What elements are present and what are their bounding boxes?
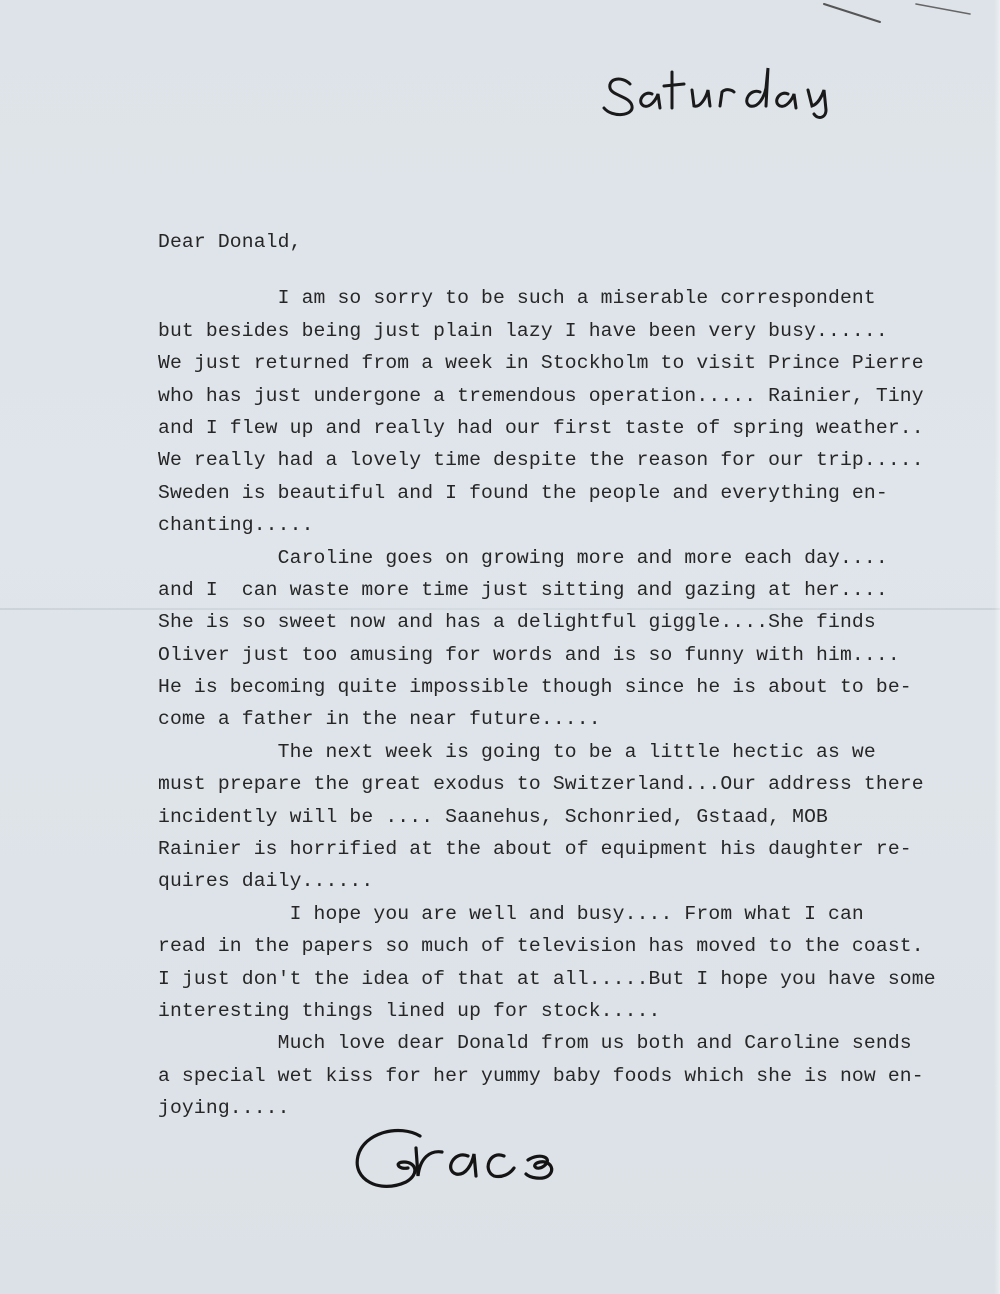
letter-line: We really had a lovely time despite the reason for our trip..... (158, 449, 924, 472)
letter-line: Much love dear Donald from us both and Caroline sends (158, 1032, 912, 1055)
letter-line: but besides being just plain lazy I have been very busy...... (158, 319, 888, 342)
letter-line: come a father in the near future..... (158, 708, 601, 731)
handwritten-signature (350, 1118, 610, 1208)
corner-pencil-mark (820, 0, 1000, 30)
letter-line: Rainier is horrified at the about of equipment his daughter re- (158, 838, 912, 861)
letter-line: must prepare the great exodus to Switzerland...Our address there (158, 773, 924, 796)
letter-line: incidently will be .... Saanehus, Schonried, Gstaad, MOB (158, 805, 829, 828)
letter-line: Caroline goes on growing more and more each day.... (158, 546, 888, 569)
letter-line: The next week is going to be a little hectic as we (158, 740, 876, 763)
salutation: Dear Donald, (158, 231, 302, 253)
letter-line: interesting things lined up for stock..... (158, 999, 661, 1022)
salutation-spacer (158, 258, 978, 282)
letter-line: I just don't the idea of that at all.....But I hope you have some (158, 967, 936, 990)
letter-line: He is becoming quite impossible though since he is about to be- (158, 676, 912, 699)
letter-line: chanting..... (158, 514, 314, 537)
letter-line: quires daily...... (158, 870, 374, 893)
letter-line: and I flew up and really had our first taste of spring weather.. (158, 416, 924, 439)
letter-line: a special wet kiss for her yummy baby foods which she is now en- (158, 1064, 924, 1087)
letter-line: She is so sweet now and has a delightful giggle....She finds (158, 611, 876, 634)
letter-line: Sweden is beautiful and I found the people and everything en- (158, 481, 888, 504)
paper-edge (994, 0, 1000, 1294)
letter-line: read in the papers so much of television has moved to the coast. (158, 935, 924, 958)
letter-line: Oliver just too amusing for words and is so funny with him.... (158, 643, 900, 666)
handwritten-date (600, 62, 890, 122)
letter-line: We just returned from a week in Stockholm to visit Prince Pierre (158, 352, 924, 375)
typed-letter-body (158, 226, 978, 1125)
letter-line: and I can waste more time just sitting and gazing at her.... (158, 578, 888, 601)
letter-line: I am so sorry to be such a miserable correspondent (158, 287, 876, 310)
letter-line: joying..... (158, 1097, 290, 1120)
letter-line: I hope you are well and busy.... From what I can (158, 902, 864, 925)
letter-line: who has just undergone a tremendous operation..... Rainier, Tiny (158, 384, 924, 407)
